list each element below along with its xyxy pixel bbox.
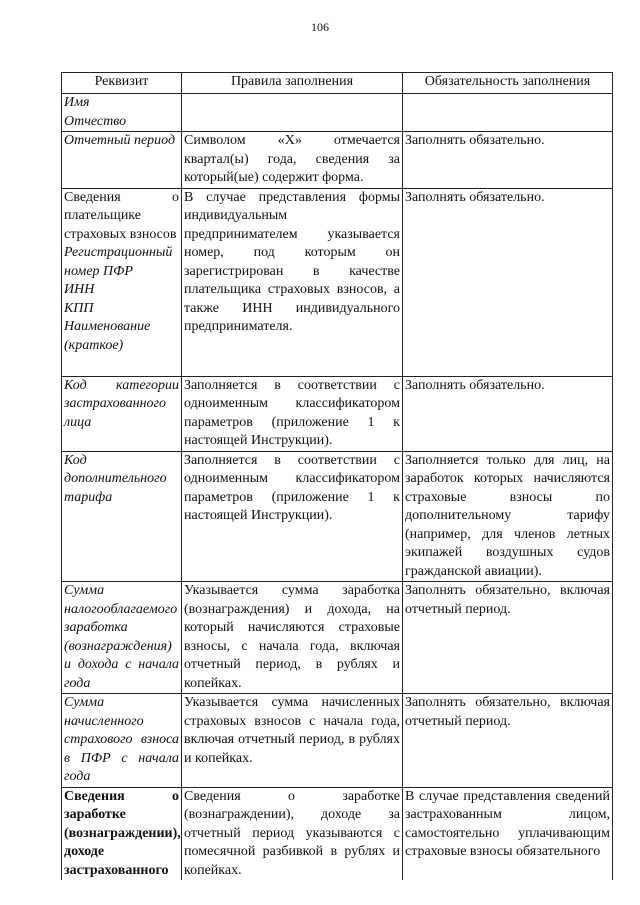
requisite-line: Код дополнительного тарифа: [64, 452, 167, 505]
table-row: [62, 188, 613, 376]
requisite-line: Имя: [64, 95, 90, 110]
table-header-row: [62, 73, 613, 94]
requisite-cell: [62, 451, 182, 582]
mandatory-cell: Заполнять обязательно.: [403, 376, 613, 451]
header-mandatory: Обязательность заполнения: [403, 73, 613, 94]
table-row: [62, 376, 613, 451]
page-number: 106: [311, 20, 329, 34]
requisite-cell: [62, 188, 182, 376]
requisite-line: Регистрационный номер ПФР: [64, 245, 173, 279]
requisite-cell: [62, 376, 182, 451]
mandatory-cell: Заполнять обязательно.: [403, 188, 613, 376]
mandatory-cell: Заполнять обязательно, включая отчетный период.: [403, 582, 613, 694]
table-row: [62, 451, 613, 582]
requisite-line: Сумма налогооблагаемого заработка (вознаграждения) и дохода с начала года: [64, 583, 179, 691]
rule-cell: Указывается сумма начисленных страховых взносов с начала года, включая отчетный период, в рублях и копейках.: [182, 694, 403, 788]
rule-cell: Указывается сумма заработка (вознаграждения) и дохода, на который начисляются страховые взносы, с начала года, включая отчетный период, в рублях и копейках.: [182, 582, 403, 694]
header-requisite: Реквизит: [62, 73, 182, 94]
mandatory-cell: Заполняется только для лиц, на заработок которых начисляются страховые взносы по дополнительному тарифу (например, для членов летных экипажей воздушных судов гражданской авиации).: [403, 451, 613, 582]
mandatory-cell: [403, 94, 613, 132]
requisite-cell: [62, 582, 182, 694]
requisite-cell: [62, 787, 182, 880]
mandatory-cell: Заполнять обязательно.: [403, 132, 613, 189]
requisite-cell: [62, 694, 182, 788]
requisite-line: Сведения о заработке (вознаграждении), доходе застрахованного: [64, 788, 181, 878]
table-row: [62, 787, 613, 880]
rule-cell: Заполняется в соответствии с одноименным классификатором параметров (приложение 1 к настоящей Инструкции).: [182, 376, 403, 451]
table-row: [62, 94, 613, 132]
requisite-line: Код категории застрахованного лица: [64, 377, 179, 430]
requisite-line: Наименование (краткое): [64, 319, 151, 353]
requisite-line: ИНН: [64, 282, 95, 297]
mandatory-cell: Заполнять обязательно, включая отчетный период.: [403, 694, 613, 788]
rule-cell: Заполняется в соответствии с одноименным классификатором параметров (приложение 1 к настоящей Инструкции).: [182, 451, 403, 582]
header-rules: Правила заполнения: [182, 73, 403, 94]
rule-cell: В случае представления формы индивидуальным предпринимателем указывается номер, под которым он зарегистрирован в качестве плательщика страховых взносов, а также ИНН индивидуального предпринимателя.: [182, 188, 403, 376]
requisite-line: КПП: [64, 300, 94, 316]
requisite-line: Сумма начисленного страхового взноса в ПФР с начала года: [64, 695, 179, 784]
rule-cell: [182, 94, 403, 132]
table-row: [62, 694, 613, 788]
table-row: [62, 582, 613, 694]
table-row: [62, 132, 613, 189]
requisite-line: Отчество: [64, 113, 127, 129]
requisite-cell: [62, 94, 182, 132]
requisite-line: Отчетный период: [64, 133, 176, 148]
rule-cell: Сведения о заработке (вознаграждении), доходе за отчетный период указываются с помесячной разбивкой в рублях и копейках.: [182, 787, 403, 880]
requisites-table: [61, 72, 613, 880]
requisite-cell: [62, 132, 182, 189]
mandatory-cell: В случае представления сведений застрахованным лицом, самостоятельно уплачивающим страховые взносы обязательного: [403, 787, 613, 880]
rule-cell: Символом «X» отмечается квартал(ы) года, сведения за который(ые) содержит форма.: [182, 132, 403, 189]
requisite-line: Сведения о плательщике страховых взносов: [64, 189, 179, 242]
